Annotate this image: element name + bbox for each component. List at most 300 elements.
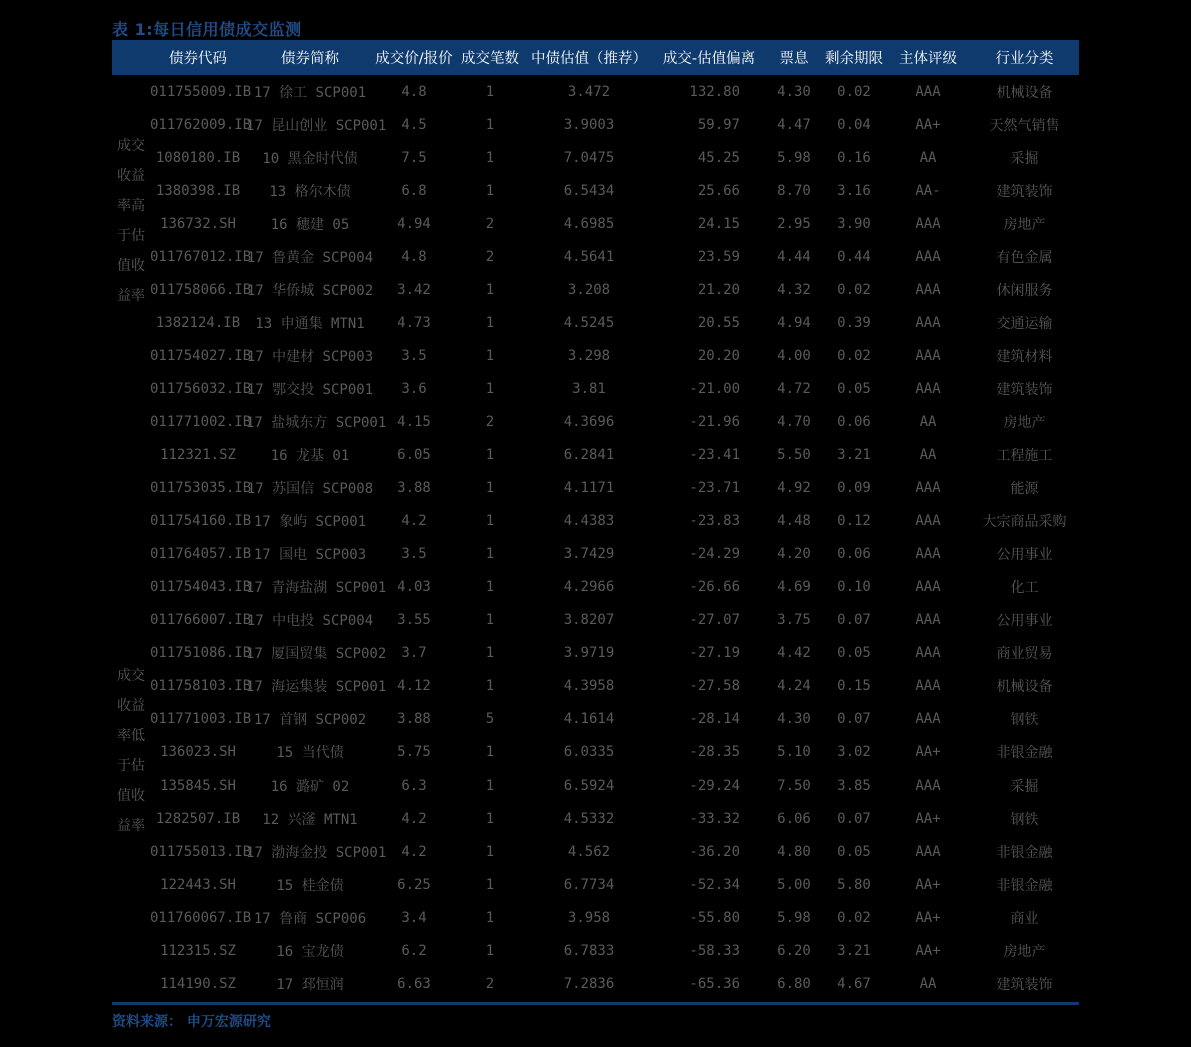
- cell-col6: -23.41: [689, 447, 740, 464]
- cell-col7: 6.06: [777, 810, 811, 827]
- cell-col1: 112315.SZ: [160, 942, 236, 959]
- cell-col2: 17 海运集装 SCP001: [246, 679, 387, 696]
- cell-col7: 5.00: [777, 876, 811, 893]
- cell-col4: 1: [485, 645, 495, 662]
- cell-col2: 16 穗建 05: [270, 216, 350, 233]
- table-row: [112, 472, 1079, 505]
- source-note: 资料来源： 申万宏源研究: [112, 1014, 271, 1030]
- cell-col5: 3.9719: [563, 645, 615, 662]
- group-label-line: 于估: [117, 758, 145, 774]
- cell-col1: 011754027.IB: [150, 347, 252, 364]
- cell-col4: 1: [485, 909, 495, 926]
- cell-col9: AA+: [915, 876, 941, 893]
- cell-col3: 4.2: [401, 513, 427, 530]
- cell-col8: 3.85: [837, 777, 871, 794]
- cell-col5: 4.4383: [563, 513, 615, 530]
- cell-col2: 17 盐城东方 SCP001: [246, 414, 387, 431]
- cell-col1: 011758066.IB: [150, 281, 252, 298]
- table-row: [112, 769, 1079, 802]
- cell-col5: 4.5641: [563, 248, 615, 265]
- cell-col4: 1: [485, 447, 495, 464]
- cell-col3: 4.03: [397, 579, 431, 596]
- cell-col4: 1: [485, 810, 495, 827]
- cell-col4: 1: [485, 281, 495, 298]
- column-header-5: 中债估值（推荐）: [531, 51, 647, 67]
- cell-col4: 1: [485, 777, 495, 794]
- table-header: [112, 40, 1079, 75]
- cell-col4: 1: [485, 83, 495, 100]
- cell-col10: 有色金属: [996, 249, 1053, 266]
- cell-col5: 3.208: [567, 281, 611, 298]
- cell-col9: AAA: [915, 612, 941, 629]
- cell-col7: 4.24: [777, 678, 811, 695]
- cell-col9: AAA: [915, 347, 941, 364]
- cell-col5: 3.9003: [563, 116, 615, 133]
- cell-col10: 化工: [1010, 580, 1039, 597]
- cell-col4: 1: [485, 347, 495, 364]
- cell-col10: 钢铁: [1010, 712, 1039, 729]
- cell-col5: 6.5434: [563, 182, 615, 199]
- cell-col4: 1: [485, 149, 495, 166]
- cell-col4: 1: [485, 480, 495, 497]
- table-row: [112, 207, 1079, 240]
- column-header-6: 成交-估值偏离: [662, 51, 756, 67]
- cell-col5: 6.5924: [563, 777, 615, 794]
- cell-col7: 3.75: [777, 612, 811, 629]
- cell-col3: 6.25: [397, 876, 431, 893]
- cell-col7: 5.98: [777, 149, 811, 166]
- bottom-rule: [112, 1002, 1079, 1005]
- cell-col5: 7.0475: [563, 149, 615, 166]
- cell-col4: 1: [485, 744, 495, 761]
- cell-col5: 3.7429: [563, 546, 615, 563]
- cell-col1: 1380398.IB: [155, 182, 241, 199]
- cell-col4: 1: [485, 314, 495, 331]
- column-header-3: 成交价/报价: [375, 51, 453, 67]
- cell-col1: 011771002.IB: [150, 413, 252, 430]
- table-row: [112, 670, 1079, 703]
- cell-col4: 1: [485, 546, 495, 563]
- cell-col7: 4.30: [777, 83, 811, 100]
- cell-col2: 17 青海盐湖 SCP001: [246, 580, 387, 597]
- cell-col6: 45.25: [697, 149, 740, 166]
- cell-col2: 17 鲁商 SCP006: [253, 910, 367, 927]
- table-row: [112, 240, 1079, 273]
- cell-col3: 3.7: [401, 645, 427, 662]
- cell-col4: 5: [485, 711, 495, 728]
- cell-col3: 6.3: [401, 777, 427, 794]
- cell-col9: AAA: [915, 480, 941, 497]
- cell-col1: 011758103.IB: [150, 678, 252, 695]
- cell-col6: 59.97: [697, 116, 740, 133]
- cell-col7: 4.44: [777, 248, 811, 265]
- cell-col2: 17 中电投 SCP004: [246, 613, 374, 630]
- cell-col7: 4.72: [777, 380, 811, 397]
- cell-col5: 4.562: [567, 843, 611, 860]
- cell-col6: -28.14: [689, 711, 740, 728]
- table-row: [112, 306, 1079, 339]
- column-header-9: 主体评级: [899, 51, 957, 67]
- cell-col8: 0.06: [837, 413, 871, 430]
- cell-col9: AAA: [915, 546, 941, 563]
- table-row: [112, 637, 1079, 670]
- cell-col9: AA: [919, 149, 937, 166]
- cell-col3: 3.88: [397, 480, 431, 497]
- cell-col2: 17 国电 SCP003: [253, 547, 367, 564]
- cell-col4: 2: [485, 248, 495, 265]
- cell-col6: 21.20: [697, 281, 740, 298]
- group-label-line: 率高: [117, 198, 145, 214]
- cell-col5: 4.2966: [563, 579, 615, 596]
- cell-col9: AAA: [915, 711, 941, 728]
- cell-col6: -23.83: [689, 513, 740, 530]
- table-row: [112, 703, 1079, 736]
- cell-col9: AAA: [915, 215, 941, 232]
- cell-col9: AAA: [915, 579, 941, 596]
- cell-col6: -29.24: [689, 777, 740, 794]
- cell-col5: 7.2836: [563, 975, 615, 992]
- cell-col8: 0.02: [837, 909, 871, 926]
- cell-col9: AAA: [915, 281, 941, 298]
- cell-col8: 0.05: [837, 380, 871, 397]
- group-label-line: 收益: [117, 698, 145, 714]
- cell-col3: 4.5: [401, 116, 427, 133]
- group-label-above: [112, 131, 150, 311]
- cell-col5: 6.7734: [563, 876, 615, 893]
- cell-col4: 1: [485, 678, 495, 695]
- table-row: [112, 736, 1079, 769]
- cell-col1: 011754160.IB: [150, 513, 252, 530]
- cell-col10: 建筑装饰: [996, 381, 1053, 398]
- cell-col7: 4.00: [777, 347, 811, 364]
- cell-col1: 1382124.IB: [155, 314, 241, 331]
- cell-col1: 112321.SZ: [160, 447, 236, 464]
- cell-col1: 011771003.IB: [150, 711, 252, 728]
- cell-col6: -21.00: [689, 380, 740, 397]
- cell-col2: 17 邳恒润: [276, 976, 344, 993]
- cell-col6: -27.19: [689, 645, 740, 662]
- cell-col8: 5.80: [837, 876, 871, 893]
- cell-col8: 0.10: [837, 579, 871, 596]
- group-label-line: 成交: [117, 138, 145, 154]
- cell-col2: 17 鄂交投 SCP001: [246, 381, 374, 398]
- cell-col4: 2: [485, 413, 495, 430]
- cell-col8: 3.02: [837, 744, 871, 761]
- cell-col9: AA: [919, 447, 937, 464]
- cell-col2: 17 中建材 SCP003: [246, 348, 374, 365]
- column-header-2: 债券简称: [281, 51, 339, 67]
- cell-col2: 17 华侨城 SCP002: [246, 282, 374, 299]
- cell-col4: 1: [485, 182, 495, 199]
- cell-col8: 0.16: [837, 149, 871, 166]
- cell-col10: 工程施工: [996, 448, 1053, 465]
- cell-col6: -26.66: [689, 579, 740, 596]
- cell-col3: 3.6: [401, 380, 427, 397]
- cell-col10: 采掘: [1010, 778, 1039, 795]
- group-label-line: 率低: [117, 728, 145, 744]
- table-row: [112, 802, 1079, 835]
- cell-col1: 011760067.IB: [150, 909, 252, 926]
- cell-col3: 6.05: [397, 447, 431, 464]
- cell-col2: 17 厦国贸集 SCP002: [246, 646, 387, 663]
- table-row: [112, 372, 1079, 405]
- cell-col10: 钢铁: [1010, 811, 1039, 828]
- cell-col10: 公用事业: [996, 613, 1053, 630]
- cell-col5: 3.81: [572, 380, 606, 397]
- cell-col7: 6.80: [777, 975, 811, 992]
- column-header-10: 行业分类: [995, 51, 1054, 67]
- cell-col1: 011764057.IB: [150, 546, 252, 563]
- cell-col4: 2: [485, 975, 495, 992]
- cell-col10: 公用事业: [996, 547, 1053, 564]
- group-label-line: 值收: [117, 788, 145, 804]
- cell-col3: 3.5: [401, 347, 427, 364]
- column-header-7: 票息: [779, 51, 809, 67]
- cell-col10: 休闲服务: [996, 282, 1053, 299]
- cell-col3: 4.73: [397, 314, 431, 331]
- cell-col9: AAA: [915, 83, 941, 100]
- cell-col9: AAA: [915, 380, 941, 397]
- cell-col2: 16 潞矿 02: [270, 778, 350, 795]
- group-label-line: 于估: [117, 228, 145, 244]
- cell-col2: 17 苏国信 SCP008: [246, 481, 374, 498]
- cell-col10: 非银金融: [996, 745, 1053, 762]
- cell-col8: 0.09: [837, 480, 871, 497]
- cell-col6: -21.96: [689, 413, 740, 430]
- cell-col7: 4.70: [777, 413, 811, 430]
- cell-col10: 机械设备: [996, 679, 1053, 696]
- cell-col2: 17 鲁黄金 SCP004: [246, 249, 374, 266]
- cell-col6: 23.59: [697, 248, 740, 265]
- cell-col2: 17 首钢 SCP002: [253, 712, 367, 729]
- cell-col3: 3.5: [401, 546, 427, 563]
- group-label-line: 益率: [117, 818, 145, 834]
- cell-col5: 4.5332: [563, 810, 615, 827]
- cell-col10: 建筑装饰: [996, 183, 1053, 200]
- cell-col7: 5.50: [777, 447, 811, 464]
- cell-col6: 20.55: [697, 314, 740, 331]
- cell-col2: 16 龙基 01: [270, 448, 350, 465]
- cell-col7: 4.94: [777, 314, 811, 331]
- cell-col3: 3.4: [401, 909, 427, 926]
- cell-col10: 房地产: [1003, 216, 1046, 233]
- cell-col8: 0.07: [837, 612, 871, 629]
- cell-col9: AA+: [915, 810, 941, 827]
- cell-col6: -55.80: [689, 909, 740, 926]
- group-label-below: [112, 661, 150, 841]
- cell-col10: 建筑材料: [996, 348, 1053, 365]
- table-row: [112, 967, 1079, 1000]
- cell-col3: 4.12: [397, 678, 431, 695]
- cell-col9: AAA: [915, 513, 941, 530]
- cell-col5: 3.298: [567, 347, 611, 364]
- cell-col6: 24.15: [697, 215, 740, 232]
- cell-col3: 4.8: [401, 248, 427, 265]
- cell-col1: 136732.SH: [160, 215, 236, 232]
- cell-col8: 0.12: [837, 513, 871, 530]
- cell-col8: 0.02: [837, 347, 871, 364]
- cell-col1: 1080180.IB: [155, 149, 241, 166]
- cell-col7: 4.32: [777, 281, 811, 298]
- cell-col6: 132.80: [689, 83, 740, 100]
- cell-col9: AAA: [915, 314, 941, 331]
- cell-col7: 5.98: [777, 909, 811, 926]
- table-row: [112, 868, 1079, 901]
- cell-col8: 3.90: [837, 215, 871, 232]
- cell-col10: 交通运输: [996, 315, 1053, 332]
- table-row: [112, 439, 1079, 472]
- table-row: [112, 273, 1079, 306]
- cell-col3: 3.55: [397, 612, 431, 629]
- cell-col5: 6.2841: [563, 447, 615, 464]
- cell-col6: -58.33: [689, 942, 740, 959]
- cell-col2: 13 格尔木债: [269, 183, 351, 200]
- cell-col6: -36.20: [689, 843, 740, 860]
- table-row: [112, 604, 1079, 637]
- cell-col1: 011767012.IB: [150, 248, 252, 265]
- cell-col4: 1: [485, 116, 495, 133]
- cell-col3: 4.15: [397, 413, 431, 430]
- cell-col2: 16 宝龙债: [276, 943, 344, 960]
- table-row: [112, 934, 1079, 967]
- cell-col1: 011753035.IB: [150, 480, 252, 497]
- cell-col1: 135845.SH: [160, 777, 236, 794]
- table-row: [112, 174, 1079, 207]
- cell-col7: 4.42: [777, 645, 811, 662]
- group-label-line: 收益: [117, 168, 145, 184]
- cell-col7: 7.50: [777, 777, 811, 794]
- cell-col2: 13 申通集 MTN1: [255, 315, 365, 332]
- cell-col10: 建筑装饰: [996, 976, 1053, 993]
- cell-col9: AA+: [915, 909, 941, 926]
- cell-col4: 1: [485, 612, 495, 629]
- cell-col10: 能源: [1010, 481, 1039, 498]
- cell-col3: 4.2: [401, 843, 427, 860]
- cell-col7: 4.47: [777, 116, 811, 133]
- cell-col8: 3.21: [837, 447, 871, 464]
- cell-col7: 4.20: [777, 546, 811, 563]
- cell-col3: 6.63: [397, 975, 431, 992]
- cell-col6: -65.36: [689, 975, 740, 992]
- group-label-line: 值收: [117, 258, 145, 274]
- cell-col8: 4.67: [837, 975, 871, 992]
- cell-col1: 011755013.IB: [150, 843, 252, 860]
- column-header-4: 成交笔数: [461, 51, 519, 67]
- cell-col4: 1: [485, 942, 495, 959]
- cell-col5: 4.3696: [563, 413, 615, 430]
- cell-col8: 0.02: [837, 281, 871, 298]
- cell-col3: 4.94: [397, 215, 431, 232]
- cell-col1: 1282507.IB: [155, 810, 241, 827]
- cell-col6: -27.58: [689, 678, 740, 695]
- cell-col5: 4.6985: [563, 215, 615, 232]
- cell-col1: 114190.SZ: [160, 975, 236, 992]
- cell-col10: 非银金融: [996, 877, 1053, 894]
- cell-col6: -23.71: [689, 480, 740, 497]
- cell-col6: -28.35: [689, 744, 740, 761]
- table-row: [112, 405, 1079, 438]
- cell-col6: 25.66: [697, 182, 740, 199]
- cell-col8: 0.05: [837, 843, 871, 860]
- cell-col5: 6.0335: [563, 744, 615, 761]
- cell-col8: 0.05: [837, 645, 871, 662]
- cell-col2: 15 当代债: [276, 745, 344, 762]
- cell-col9: AA+: [915, 744, 941, 761]
- cell-col7: 6.20: [777, 942, 811, 959]
- cell-col7: 2.95: [777, 215, 811, 232]
- cell-col7: 4.80: [777, 843, 811, 860]
- cell-col9: AA: [919, 413, 937, 430]
- credit-bond-table: [112, 40, 1079, 1005]
- table-row: [112, 505, 1079, 538]
- cell-col1: 011762009.IB: [150, 116, 252, 133]
- table-title: 表 1:每日信用债成交监测: [112, 20, 302, 39]
- cell-col9: AAA: [915, 248, 941, 265]
- cell-col5: 4.1614: [563, 711, 615, 728]
- cell-col8: 3.16: [837, 182, 871, 199]
- cell-col8: 0.04: [837, 116, 871, 133]
- cell-col2: 12 兴滏 MTN1: [262, 811, 358, 828]
- cell-col7: 4.30: [777, 711, 811, 728]
- cell-col1: 011751086.IB: [150, 645, 252, 662]
- cell-col3: 3.88: [397, 711, 431, 728]
- cell-col2: 15 桂金债: [276, 877, 344, 894]
- cell-col10: 房地产: [1003, 943, 1046, 960]
- cell-col9: AA: [919, 975, 937, 992]
- cell-col3: 4.8: [401, 83, 427, 100]
- cell-col5: 4.3958: [563, 678, 615, 695]
- cell-col2: 10 黑金时代债: [262, 150, 358, 167]
- cell-col2: 17 渤海金投 SCP001: [246, 844, 387, 861]
- table-row: [112, 835, 1079, 868]
- cell-col8: 0.15: [837, 678, 871, 695]
- cell-col1: 011756032.IB: [150, 380, 252, 397]
- table-row: [112, 108, 1079, 141]
- cell-col10: 商业贸易: [996, 646, 1053, 663]
- table-row: [112, 901, 1079, 934]
- cell-col10: 大宗商品采购: [982, 514, 1067, 531]
- cell-col5: 4.5245: [563, 314, 615, 331]
- cell-col8: 0.44: [837, 248, 871, 265]
- cell-col7: 4.48: [777, 513, 811, 530]
- cell-col6: -33.32: [689, 810, 740, 827]
- cell-col3: 6.2: [401, 942, 427, 959]
- cell-col1: 122443.SH: [160, 876, 236, 893]
- cell-col1: 011754043.IB: [150, 579, 252, 596]
- cell-col4: 1: [485, 843, 495, 860]
- cell-col8: 0.06: [837, 546, 871, 563]
- column-header-1: 债券代码: [169, 51, 227, 67]
- cell-col5: 6.7833: [563, 942, 615, 959]
- table-row: [112, 141, 1079, 174]
- table-row: [112, 339, 1079, 372]
- table-row: [112, 75, 1079, 108]
- cell-col7: 4.92: [777, 480, 811, 497]
- cell-col6: 20.20: [697, 347, 740, 364]
- cell-col9: AAA: [915, 645, 941, 662]
- cell-col7: 5.10: [777, 744, 811, 761]
- cell-col9: AAA: [915, 678, 941, 695]
- column-header-8: 剩余期限: [825, 51, 883, 67]
- cell-col3: 6.8: [401, 182, 427, 199]
- cell-col10: 商业: [1010, 910, 1039, 927]
- cell-col4: 1: [485, 579, 495, 596]
- table-row: [112, 538, 1079, 571]
- table-body: [112, 75, 1079, 1000]
- cell-col2: 17 徐工 SCP001: [253, 84, 367, 101]
- group-label-line: 益率: [117, 288, 145, 304]
- group-label-line: 成交: [117, 668, 145, 684]
